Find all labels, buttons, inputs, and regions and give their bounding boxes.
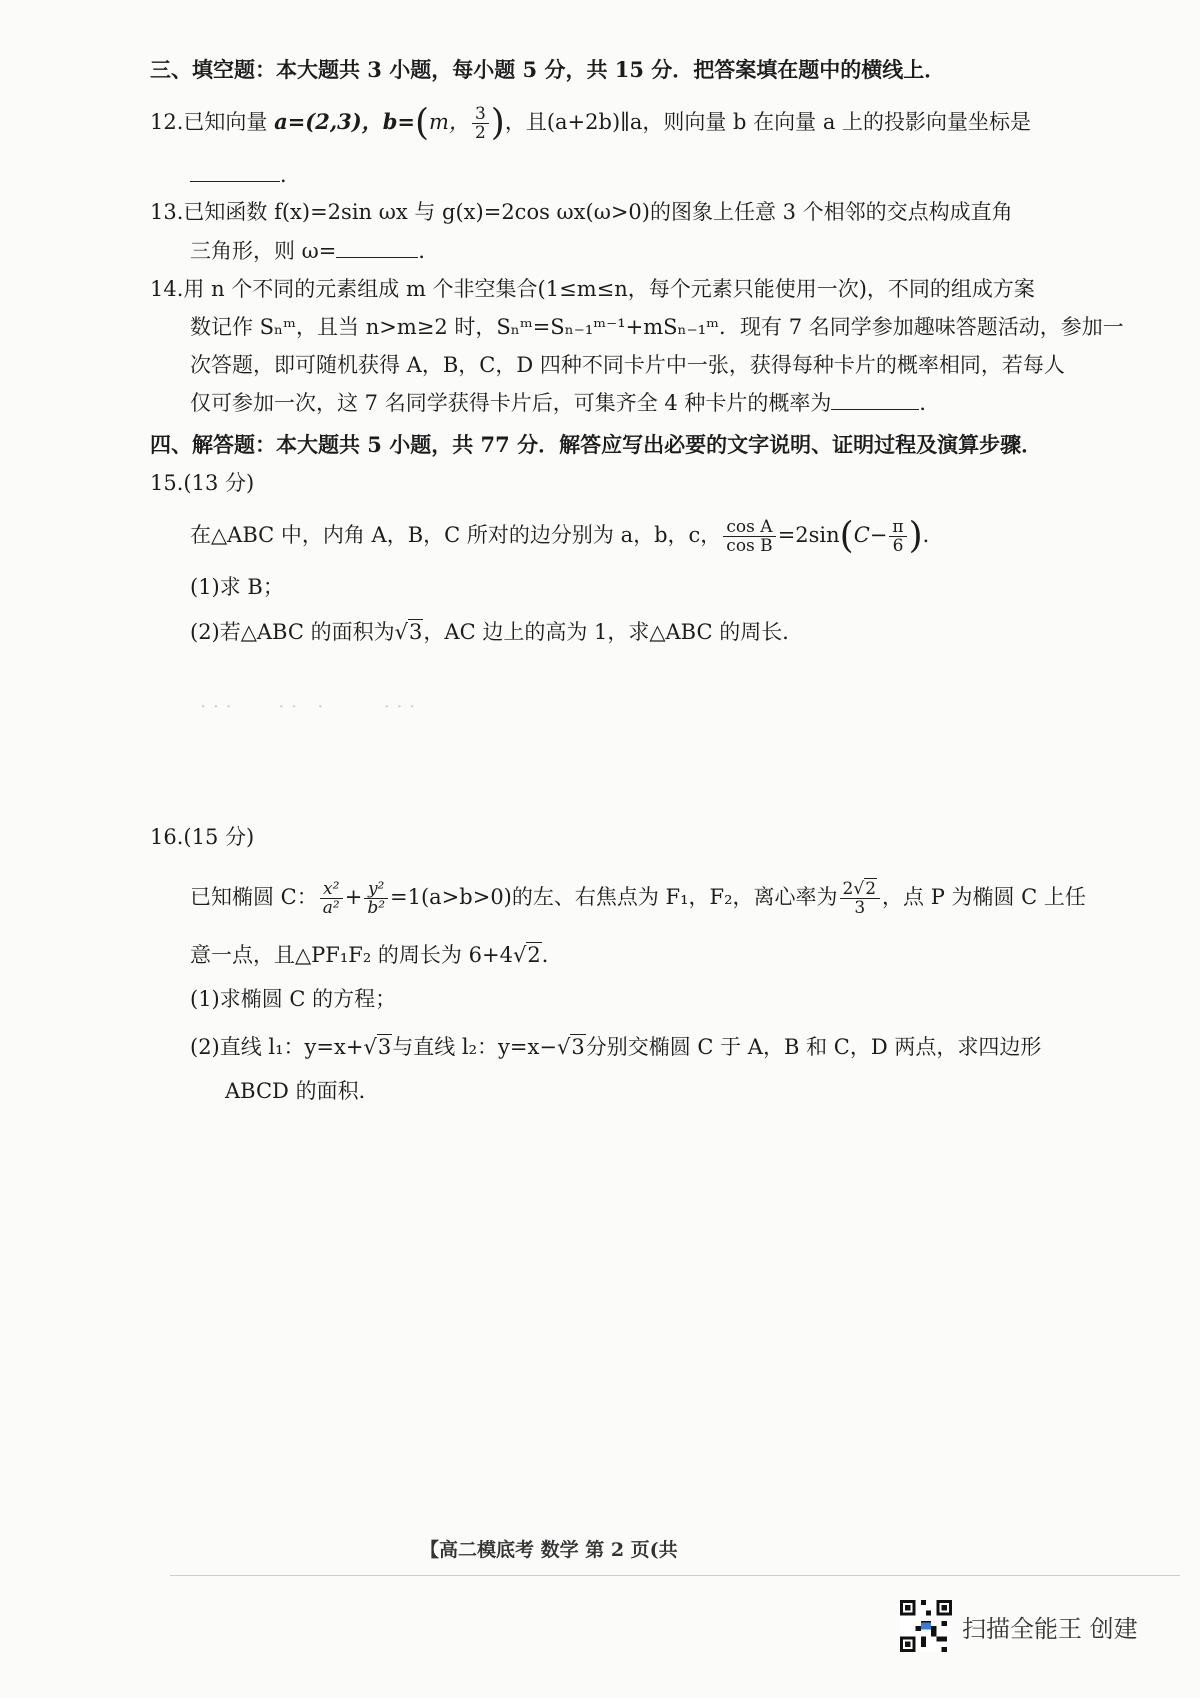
q14-line1: 用 n 个不同的元素组成 m 个非空集合(1≤m≤n，每个元素只能使用一次)，不同的组成方案 (183, 277, 1035, 301)
q12-number: 12. (150, 110, 184, 134)
bleed-through-text: · · · · · · · · · (200, 694, 416, 718)
q16-stem: 已知椭圆 C： $\frac{\text{x²}}{\text{a²}}$ + $\frac{\text{y²}}{\text{b²}}$ =1(a>b>0)的左、右焦点为 F₁，F₂，离心率为 $\frac{2√2}{3}$ ，点 P 为椭圆 C 上任 (190, 879, 1086, 918)
q16-y-fraction: $\frac{\text{y²}}{\text{b²}}$ (364, 880, 388, 917)
q13-line2: 三角形，则 ω= (190, 239, 337, 263)
q12-blank[interactable] (190, 161, 280, 182)
q16-x-fraction: $\frac{\text{x²}}{\text{a²}}$ (320, 880, 343, 917)
q14-line4-row: 仅可参加一次，这 7 名同学获得卡片后，可集齐全 4 种卡片的概率为 ． (190, 391, 941, 415)
q12-fraction: $\frac{3}{2}$ (472, 105, 489, 142)
q13-line1: 已知函数 f(x)=2sin ωx 与 g(x)=2cos ωx(ω>0)的图象上任意 3 个相邻的交点构成直角 (183, 200, 1013, 224)
q16-part2: (2)直线 l₁：y=x+√3与直线 l₂：y=x−√3分别交椭圆 C 于 A，B 和 C，D 两点，求四边形 (190, 1035, 1042, 1059)
q13-line2-row: 三角形，则 ω= ． (190, 239, 440, 263)
question-12: 12.已知向量 a=(2,3)，b=(m， $\frac{3}{2}$ )，且(a+2b)∥a，则向量 b 在向量 a 上的投影向量坐标是 (150, 102, 1032, 144)
q12-text-b: ，且(a+2b)∥a，则向量 b 在向量 a 上的投影向量坐标是 (504, 110, 1032, 134)
q12-text-a: 已知向量 (183, 110, 275, 134)
q13-blank[interactable] (336, 237, 418, 258)
q16-header: 16.(15 分) (150, 825, 255, 849)
q16-part1: (1)求椭圆 C 的方程； (190, 987, 397, 1011)
q12-answer-line: ． (190, 160, 1200, 190)
watermark-text: 扫描全能王 创建 (962, 1614, 1138, 1643)
q14-line4: 仅可参加一次，这 7 名同学获得卡片后，可集齐全 4 种卡片的概率为 (190, 391, 832, 415)
q15-part1: (1)求 B； (190, 575, 284, 599)
scan-divider (170, 1575, 1180, 1576)
q15-pi-fraction: $\frac{\pi}{6}$ (889, 518, 906, 555)
q15-part2: (2)若△ABC 的面积为√3，AC 边上的高为 1，求△ABC 的周长． (190, 620, 804, 644)
q12-vec-b: b= (382, 109, 415, 134)
section-3-heading: 三、填空题：本大题共 3 小题，每小题 5 分，共 15 分．把答案填在题中的横线上． (150, 57, 946, 82)
q15-cos-fraction: $\frac{\text{cos A}}{\text{cos B}}$ (723, 518, 775, 555)
page-footer: 【高二模底考 数学 第 2 页(共 (420, 1539, 678, 1561)
q15-header: 15.(13 分) (150, 471, 255, 495)
q12-m: m， (429, 110, 470, 134)
q14-line3: 次答题，即可随机获得 A，B，C，D 四种不同卡片中一张，获得每种卡片的概率相同，若每人 (190, 353, 1065, 377)
q14-line2: 数记作 Sₙᵐ，且当 n>m≥2 时，Sₙᵐ=Sₙ₋₁ᵐ⁻¹+mSₙ₋₁ᵐ．现有 7 名同学参加趣味答题活动，参加一 (190, 315, 1124, 339)
q16-line2: 意一点，且△PF₁F₂ 的周长为 6+4√2． (190, 943, 563, 967)
qr-code-icon (900, 1600, 952, 1652)
q16-part2-line2: ABCD 的面积． (225, 1079, 380, 1103)
q12-vec-a: a=(2,3)， (274, 109, 383, 134)
q15-stem: 在△ABC 中，内角 A，B，C 所对的边分别为 a，b，c， $\frac{\text{cos A}}{\text{cos B}}$ =2sin(C− $\frac{\pi}{6}$ )． (190, 515, 944, 557)
q16-eccentricity-fraction: $\frac{2√2}{3}$ (840, 880, 881, 917)
scanner-watermark (900, 1600, 1138, 1652)
q14-blank[interactable] (831, 389, 919, 410)
question-14: 14.用 n 个不同的元素组成 m 个非空集合(1≤m≤n，每个元素只能使用一次)，不同的组成方案 (150, 277, 1035, 301)
section-4-heading: 四、解答题：本大题共 5 小题，共 77 分．解答应写出必要的文字说明、证明过程及演算步骤． (150, 432, 1043, 457)
question-13: 13.已知函数 f(x)=2sin ωx 与 g(x)=2cos ωx(ω>0)的图象上任意 3 个相邻的交点构成直角 (150, 200, 1013, 224)
